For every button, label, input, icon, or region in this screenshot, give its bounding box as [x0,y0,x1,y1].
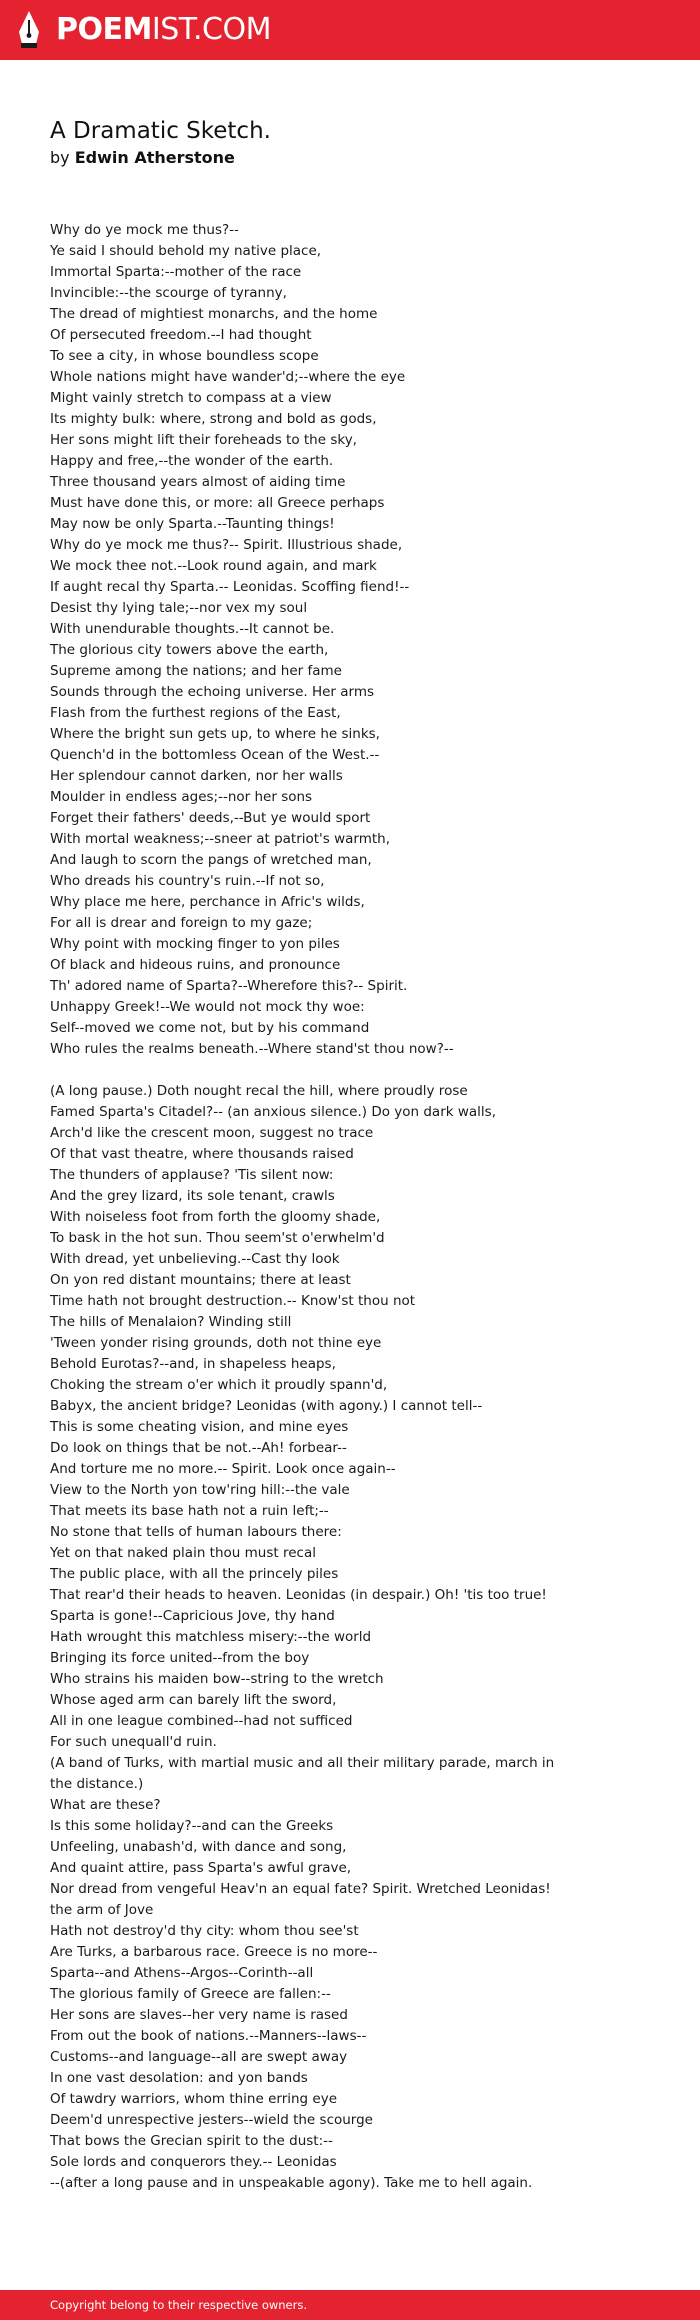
poem-line: Is this some holiday?--and can the Greeks [50,1818,334,1834]
poem-body [50,220,570,2215]
poem-line: Nor dread from vengeful Heav'n an equal fate? Spirit. Wretched Leonidas! the arm of Jove [50,1881,551,1918]
poem-line: All in one league combined--had not sufficed [50,1713,353,1729]
poem-line: Why do ye mock me thus?-- Spirit. Illustrious shade, [50,537,403,553]
poem-line: Unhappy Greek!--We would not mock thy woe: [50,999,365,1015]
poem-line: Of persecuted freedom.--I had thought [50,327,312,343]
poem-line: Of that vast theatre, where thousands raised [50,1146,354,1162]
poem-line: Arch'd like the crescent moon, suggest no trace [50,1125,374,1141]
byline-label: by [50,148,70,167]
poem-line: If aught recal thy Sparta.-- Leonidas. Scoffing fiend!-- [50,579,410,595]
poem-line: Of tawdry warriors, whom thine erring eye [50,2091,338,2107]
poem-line: To see a city, in whose boundless scope [50,348,319,364]
poem-line: Sparta--and Athens--Argos--Corinth--all [50,1965,314,1981]
poem-line: The hills of Menalaion? Winding still [50,1314,292,1330]
poem-line: Desist thy lying tale;--nor vex my soul [50,600,308,616]
site-footer [0,2290,700,2320]
site-logo-link[interactable] [16,10,271,50]
poem-line: Flash from the furthest regions of the East, [50,705,341,721]
poem-line: Behold Eurotas?--and, in shapeless heaps, [50,1356,336,1372]
poem-line: May now be only Sparta.--Taunting things! [50,516,335,532]
poem-line: The glorious city towers above the earth, [50,642,329,658]
poem-line: With mortal weakness;--sneer at patriot's warmth, [50,831,391,847]
poem-line: Sparta is gone!--Capricious Jove, thy hand [50,1608,335,1624]
poem-line: The thunders of applause? 'Tis silent now: [50,1167,334,1183]
poem-line: In one vast desolation: and yon bands [50,2070,308,2086]
poem-line: Its mighty bulk: where, strong and bold as gods, [50,411,377,427]
poem-line: Why do ye mock me thus?-- [50,222,239,238]
poem-line: Forget their fathers' deeds,--But ye would sport [50,810,371,826]
poem-line: Choking the stream o'er which it proudly spann'd, [50,1377,388,1393]
poem-line: Self--moved we come not, but by his command [50,1020,370,1036]
poem-line: Customs--and language--all are swept away [50,2049,348,2065]
poem-line: Quench'd in the bottomless Ocean of the West.-- [50,747,380,763]
poem-line: --(after a long pause and in unspeakable agony). Take me to hell again. [50,2175,533,2191]
poem-line: (A long pause.) Doth nought recal the hill, where proudly rose [50,1083,468,1099]
copyright-text: Copyright belong to their respective owners. [50,2298,308,2312]
poem-line: No stone that tells of human labours there: [50,1524,342,1540]
poem-line: Where the bright sun gets up, to where he sinks, [50,726,380,742]
poem-line: The dread of mightiest monarchs, and the home [50,306,378,322]
poem-line: Might vainly stretch to compass at a view [50,390,332,406]
poem-line: Th' adored name of Sparta?--Wherefore this?-- Spirit. [50,978,408,994]
poem-line: That rear'd their heads to heaven. Leonidas (in despair.) Oh! 'tis too true! [50,1587,547,1603]
poem-line: Happy and free,--the wonder of the earth. [50,453,334,469]
poem-line: Why place me here, perchance in Afric's wilds, [50,894,365,910]
poem-line: And laugh to scorn the pangs of wretched man, [50,852,372,868]
poem-line: Famed Sparta's Citadel?-- (an anxious silence.) Do yon dark walls, [50,1104,497,1120]
poem-line: (A band of Turks, with martial music and all their military parade, march in the distance.) [50,1755,555,1792]
poem-line: With dread, yet unbelieving.--Cast thy look [50,1251,340,1267]
poem-line: Immortal Sparta:--mother of the race [50,264,302,280]
poem-line: Time hath not brought destruction.-- Know'st thou not [50,1293,416,1309]
poem-line: Unfeeling, unabash'd, with dance and song, [50,1839,347,1855]
poem-line: View to the North yon tow'ring hill:--the vale [50,1482,350,1498]
poem-line: With noiseless foot from forth the gloomy shade, [50,1209,381,1225]
poem-line: With unendurable thoughts.--It cannot be. [50,621,335,637]
poem-line: On yon red distant mountains; there at least [50,1272,351,1288]
poem-stanza [50,220,570,1060]
poem-line: Who rules the realms beneath.--Where stand'st thou now?-- [50,1041,454,1057]
poem-line: Her sons are slaves--her very name is rased [50,2007,348,2023]
fountain-pen-nib-icon [16,10,42,50]
poem-line: Bringing its force united--from the boy [50,1650,310,1666]
poem-line: Of black and hideous ruins, and pronounce [50,957,341,973]
poem-line: Invincible:--the scourge of tyranny, [50,285,287,301]
poem-line: That meets its base hath not a ruin left;-- [50,1503,329,1519]
poem-title: A Dramatic Sketch. [50,118,271,144]
poem-line: What are these? [50,1797,161,1813]
poem-line: From out the book of nations.--Manners--laws-- [50,2028,367,2044]
poem-line: Are Turks, a barbarous race. Greece is no more-- [50,1944,378,1960]
poem-line: We mock thee not.--Look round again, and mark [50,558,377,574]
poem-line: Hath not destroy'd thy city: whom thou see'st [50,1923,359,1939]
site-header [0,0,700,60]
poem-line: This is some cheating vision, and mine eyes [50,1419,349,1435]
site-logo-text [56,10,271,50]
poem-line: To bask in the hot sun. Thou seem'st o'erwhelm'd [50,1230,385,1246]
poem-line: Who strains his maiden bow--string to the wretch [50,1671,384,1687]
poem-line: Hath wrought this matchless misery:--the world [50,1629,372,1645]
poem-line: 'Tween yonder rising grounds, doth not thine eye [50,1335,382,1351]
poem-line: For all is drear and foreign to my gaze; [50,915,313,931]
poem-line: Her sons might lift their foreheads to the sky, [50,432,357,448]
poem-line: The glorious family of Greece are fallen:-- [50,1986,331,2002]
poem-line: And the grey lizard, its sole tenant, crawls [50,1188,335,1204]
poem-line: For such unequall'd ruin. [50,1734,217,1750]
author-link[interactable]: Edwin Atherstone [74,148,235,167]
poem-line: Deem'd unrespective jesters--wield the scourge [50,2112,373,2128]
poem-line: Whole nations might have wander'd;--where the eye [50,369,406,385]
poem-stanza [50,1081,570,2194]
poem-line: Her splendour cannot darken, nor her walls [50,768,343,784]
logo-text-light: IST.COM [151,12,271,47]
poem-line: Who dreads his country's ruin.--If not so, [50,873,325,889]
poem-byline [50,146,235,170]
poem-line: Whose aged arm can barely lift the sword, [50,1692,337,1708]
poem-line: Yet on that naked plain thou must recal [50,1545,316,1561]
poem-line: Sole lords and conquerors they.-- Leonidas [50,2154,337,2170]
poem-line: Ye said I should behold my native place, [50,243,322,259]
poem-line: Supreme among the nations; and her fame [50,663,342,679]
poem-line: The public place, with all the princely piles [50,1566,339,1582]
poem-line: Moulder in endless ages;--nor her sons [50,789,313,805]
logo-text-strong: POEM [56,12,152,47]
poem-line: And quaint attire, pass Sparta's awful grave, [50,1860,352,1876]
poem-line: Do look on things that be not.--Ah! forbear-- [50,1440,347,1456]
poem-line: That bows the Grecian spirit to the dust:-- [50,2133,333,2149]
poem-line: Three thousand years almost of aiding time [50,474,346,490]
poem-line: Why point with mocking finger to yon piles [50,936,340,952]
poem-line: Babyx, the ancient bridge? Leonidas (with agony.) I cannot tell-- [50,1398,483,1414]
poem-line: Sounds through the echoing universe. Her arms [50,684,375,700]
poem-line: And torture me no more.-- Spirit. Look once again-- [50,1461,396,1477]
poem-line: Must have done this, or more: all Greece perhaps [50,495,385,511]
